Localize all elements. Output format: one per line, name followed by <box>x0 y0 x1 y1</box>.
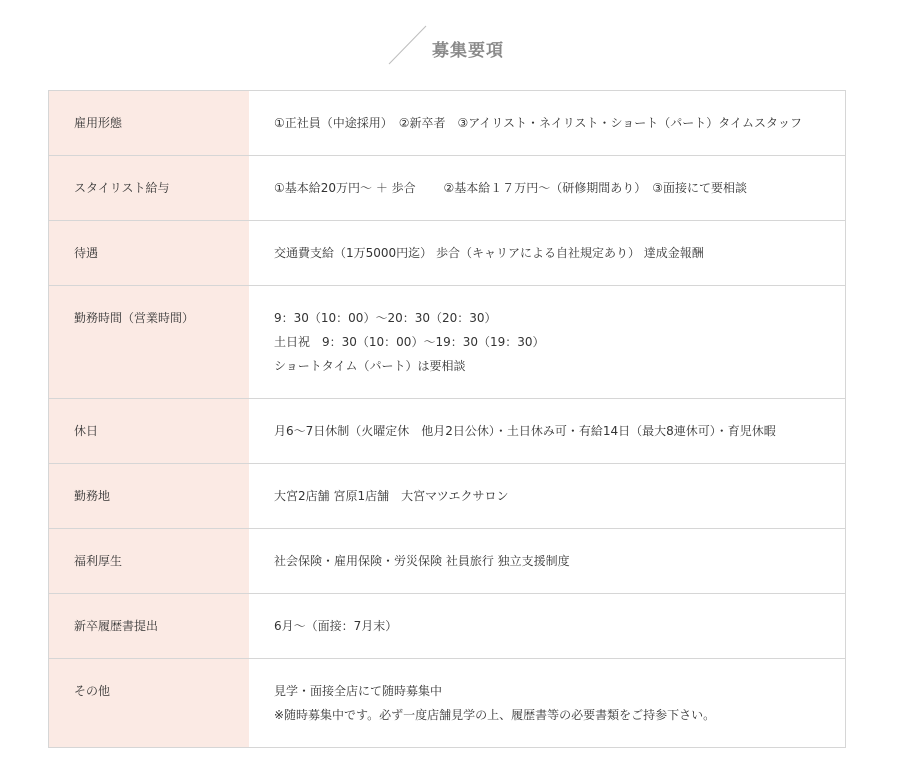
row-value <box>249 399 845 463</box>
row-label: 勤務時間（営業時間） <box>49 286 249 398</box>
value-line: 見学・面接全店にて随時募集中 <box>274 684 443 698</box>
page-title: 募集要項 <box>432 41 504 61</box>
row-label: 勤務地 <box>49 464 249 528</box>
value-line: 大宮2店舗 宮原1店舗 大宮マツエクサロン <box>274 489 509 503</box>
value-line: ①正社員（中途採用） ②新卒者 ③アイリスト・ネイリスト・ショート（パート）タイムスタッフ <box>274 116 802 130</box>
row-value <box>249 156 845 220</box>
table-row-other <box>49 659 845 748</box>
row-label: 雇用形態 <box>49 91 249 155</box>
row-label: スタイリスト給与 <box>49 156 249 220</box>
table-row-employment-type <box>49 91 845 156</box>
row-value <box>249 286 845 398</box>
row-value <box>249 594 845 658</box>
table-row-holidays <box>49 399 845 464</box>
table-row-benefits-treatment <box>49 221 845 286</box>
row-value <box>249 529 845 593</box>
table-row-working-hours <box>49 286 845 399</box>
table-row-graduate-resume <box>49 594 845 659</box>
value-line: ※随時募集中です。必ず一度店舗見学の上、履歴書等の必要書類をご持参下さい。 <box>274 708 716 722</box>
row-label: 福利厚生 <box>49 529 249 593</box>
value-line: ①基本給20万円～ ＋ 歩合 ②基本給１７万円～（研修期間あり） ③面接にて要相談 <box>274 181 747 195</box>
value-line: 社会保険・雇用保険・労災保険 社員旅行 独立支援制度 <box>274 554 570 568</box>
row-label: 休日 <box>49 399 249 463</box>
section-heading <box>0 22 899 66</box>
value-line: ショートタイム（パート）は要相談 <box>274 359 466 373</box>
row-label: 待遇 <box>49 221 249 285</box>
row-value <box>249 221 845 285</box>
value-line: 9：30（10：00）～20：30（20：30） <box>274 311 497 325</box>
value-line: 月6～7日休制（火曜定休 他月2日公休）・土日休み可・有給14日（最大8連休可）・育児休暇 <box>274 424 776 438</box>
value-line: 土日祝 9：30（10：00）～19：30（19：30） <box>274 335 545 349</box>
row-value <box>249 659 845 747</box>
row-value <box>249 464 845 528</box>
row-value <box>249 91 845 155</box>
value-line: 交通費支給（1万5000円迄） 歩合（キャリアによる自社規定あり） 達成金報酬 <box>274 246 704 260</box>
recruitment-table <box>48 90 846 748</box>
table-row-welfare <box>49 529 845 594</box>
diagonal-slash-decoration <box>386 24 430 66</box>
table-row-stylist-salary <box>49 156 845 221</box>
value-line: 6月～（面接：7月末） <box>274 619 398 633</box>
row-label: 新卒履歴書提出 <box>49 594 249 658</box>
row-label: その他 <box>49 659 249 747</box>
table-row-work-location <box>49 464 845 529</box>
